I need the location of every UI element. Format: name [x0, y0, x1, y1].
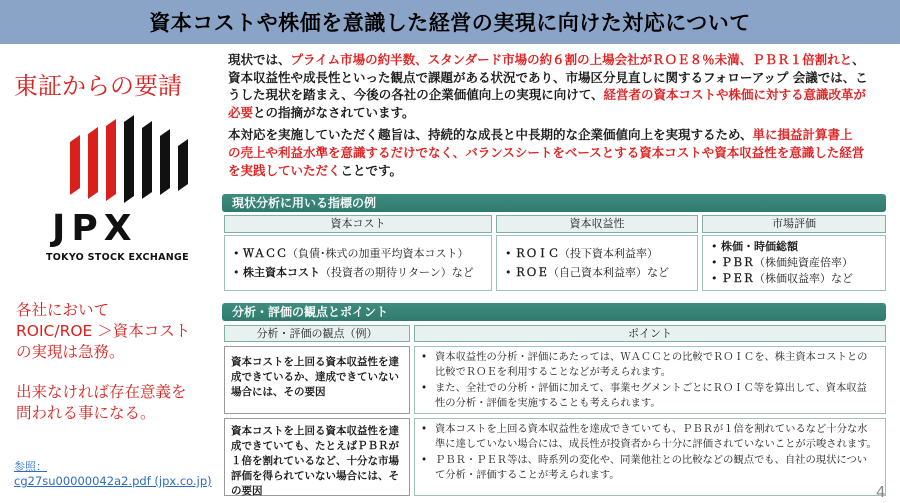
urgent-message-line: ROIC/ROE ＞資本コスト: [16, 322, 191, 340]
list-item: • ＲＯＩＣ（投下資本利益率）: [505, 247, 658, 260]
title-bar: [0, 0, 900, 44]
highlight-text: 単に損益計算書上 の売上や利益水準を意識するだけでなく、バランスシートをベースとする資本コストや資本収益性を意識した経営を実践していただく: [228, 127, 865, 178]
logo-bar: [178, 139, 188, 191]
table-row-points: [414, 346, 886, 414]
metrics-box-capital-return: [496, 235, 698, 291]
body-text: 現状では、: [228, 52, 291, 67]
reference-label: 参照：: [14, 460, 47, 473]
body-text: 、資本収益性や成長性といった観点で課題がある状況であり、市場区分見直しに関するフォローアップ 会議では、こうした現状を踏まえ、今後の各社の企業価値向上の実現に向けて、: [228, 52, 868, 103]
warning-message-line: 問われる事になる。: [16, 404, 156, 422]
point-item: • ＰＢＲ・ＰＥＲ等は、時系列の変化や、同業他社との比較などの観点でも、自社の現状について分析・評価することが考えられます。: [421, 454, 868, 481]
list-item: • 株主資本コスト（投資者の期待リターン）など: [233, 266, 474, 279]
page-title: 資本コストや株価を意識した経営の実現に向けた対応について: [149, 11, 751, 35]
logo-bar: [124, 115, 134, 203]
column-header-market-valuation: 市場評価: [702, 215, 886, 233]
page-number: 4: [876, 483, 886, 501]
highlight-text: プライム市場の約半数、スタンダード市場の約６割の上場会社がＲＯＥ８％未満、ＰＢＲ１倍割れと: [290, 52, 853, 67]
highlight-text: 経営者の資本コストや株価に対する意識改革が必要: [228, 87, 867, 120]
logo-bar: [70, 135, 80, 195]
metrics-box-capital-cost: [224, 235, 492, 291]
list-item: • ＰＢＲ（株価純資産倍率）: [711, 256, 853, 269]
column-header-capital-cost: 資本コスト: [224, 215, 492, 233]
point-item: • 資本収益性の分析・評価にあたっては、ＷＡＣＣとの比較でＲＯＩＣを、株主資本コストとの比較でＲＯＥを利用することなどが考えられます。: [421, 351, 868, 378]
point-item: • また、全社での分析・評価に加えて、事業セグメントごとにＲＯＩＣ等を算出して、資本収益性の分析・評価を実施することも考えられます。: [421, 382, 867, 409]
table-row-viewpoint: 資本コストを上回る資本収益性を達成できていても、たとえばＰＢＲが１倍を割れているなど、十分な市場評価を得られていない場合には、その要因: [224, 418, 410, 496]
warning-message: [16, 382, 187, 424]
metrics-box-market-valuation: [702, 235, 886, 291]
urgent-message-line: 各社において: [16, 301, 110, 319]
intro-text: [228, 51, 868, 184]
list-item: • ＲＯＥ（自己資本利益率）など: [505, 266, 669, 279]
list-item: • 株価・時価総額: [711, 240, 798, 253]
intro-paragraph-1: [228, 51, 868, 121]
table-header-points: ポイント: [414, 325, 886, 342]
body-text: 本対応を実施していただく趣旨は、持続的な成長と中長期的な企業価値向上を実現するため、: [228, 127, 753, 143]
table-row-viewpoint: 資本コストを上回る資本収益性を達成できているか、達成できていない場合には、その要因: [224, 346, 410, 414]
intro-paragraph-2: [228, 126, 868, 179]
urgent-message-line: の実現は急務。: [16, 343, 125, 361]
body-text: ことです。: [340, 162, 403, 178]
section-header-analysis: 分析・評価の観点とポイント: [222, 303, 886, 321]
reference-link[interactable]: cg27su00000042a2.pdf (jpx.co.jp): [14, 474, 212, 488]
body-text: との指摘がなされています。: [253, 104, 415, 120]
logo-bar: [160, 129, 170, 195]
section-header-metrics: 現状分析に用いる指標の例: [222, 194, 886, 212]
logo-bar: [88, 127, 98, 199]
urgent-message: [16, 300, 190, 363]
table-row-points: [414, 418, 886, 496]
logo-subtitle: TOKYO STOCK EXCHANGE: [46, 252, 189, 263]
logo-bar: [142, 121, 152, 199]
logo-text: JPX: [52, 208, 138, 249]
table-header-viewpoint: 分析・評価の観点（例）: [224, 325, 410, 342]
column-header-capital-return: 資本収益性: [496, 215, 698, 233]
logo-bar: [106, 119, 116, 201]
list-item: • ＰＥＲ（株価収益率）など: [711, 272, 853, 285]
request-heading: 東証からの要請: [14, 72, 182, 100]
point-item: • 資本コストを上回る資本収益性を達成できていても、ＰＢＲが１倍を割れているなど十分な水準に達していない場合には、成長性が投資者から十分に評価されていないことが示唆されます。: [421, 423, 877, 450]
jpx-logo-icon: [40, 115, 220, 275]
list-item: • ＷＡＣＣ（負債･株式の加重平均資本コスト）: [233, 247, 469, 260]
warning-message-line: 出来なければ存在意義を: [16, 383, 187, 401]
